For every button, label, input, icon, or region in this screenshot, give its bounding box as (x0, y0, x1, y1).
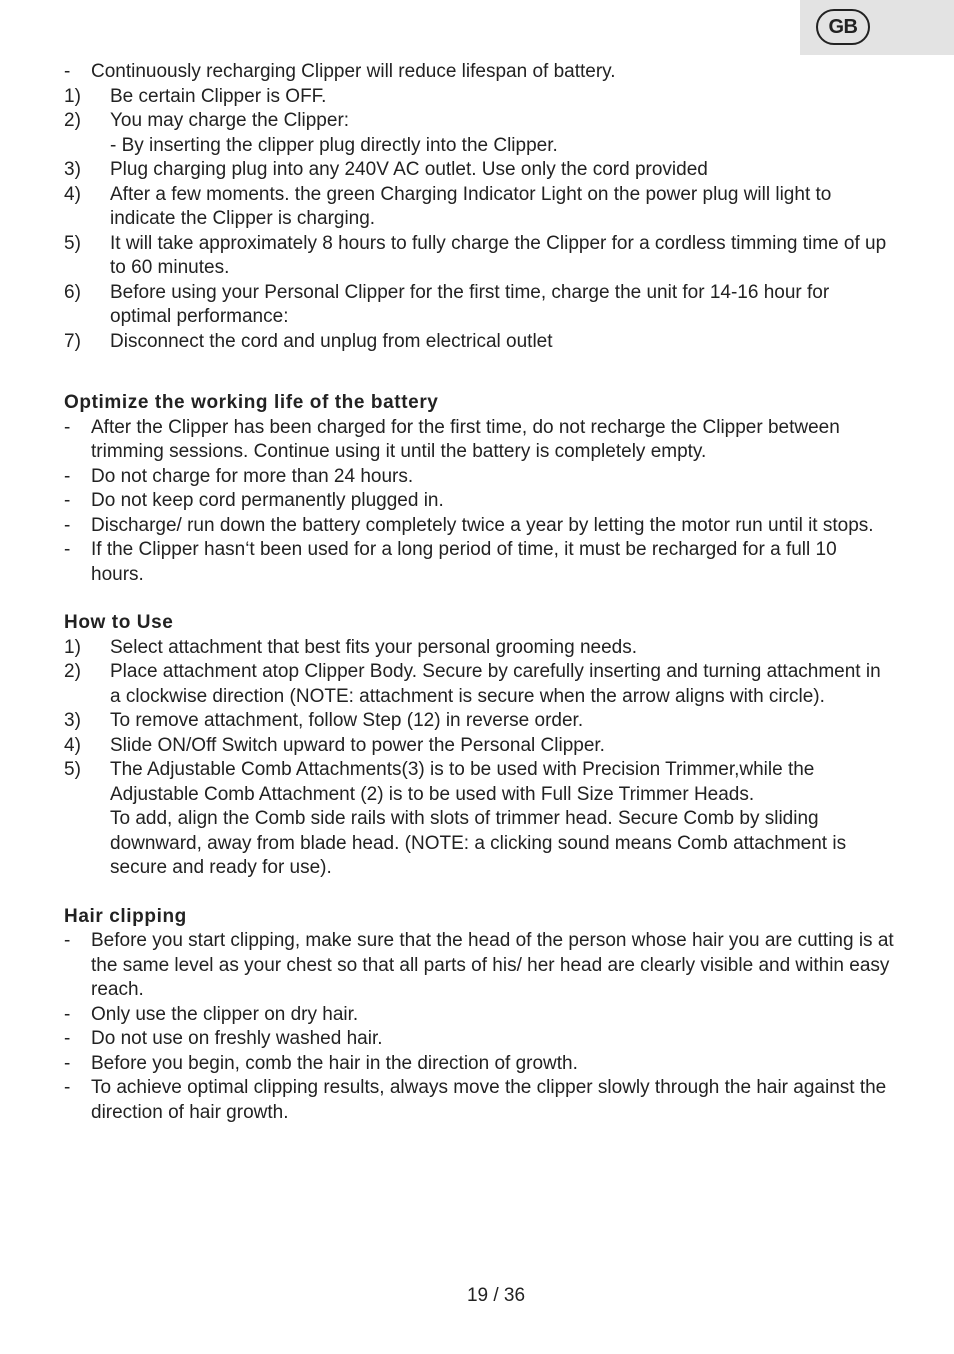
charging-list (64, 60, 894, 354)
step-number: 4) (64, 734, 81, 756)
list-item-text: Select attachment that best fits your personal grooming needs. (110, 636, 638, 658)
list-item-text: Do not charge for more than 24 hours. (91, 465, 414, 487)
dash-marker: - (64, 539, 71, 560)
step-number: 4) (64, 183, 81, 205)
list-item (64, 734, 894, 759)
hair-clipping-list (64, 929, 894, 1125)
spacer (64, 587, 894, 611)
language-badge: GB (816, 9, 870, 45)
list-item (64, 232, 894, 281)
list-item (64, 60, 894, 85)
list-item-subtext: To add, align the Comb side rails with slots of trimmer head. Secure Comb by sliding downward, away from blade head. (NOTE: a clicking sound means Comb attachment is secure and ready for use). (110, 808, 847, 878)
list-item (64, 109, 894, 158)
list-item-text: Plug charging plug into any 240V AC outlet. Use only the cord provided (110, 159, 708, 180)
list-item-text: After a few moments. the green Charging Indicator Light on the power plug will light to indicate the Clipper is charging. (110, 183, 832, 229)
step-number: 7) (64, 330, 81, 352)
list-item-text: After the Clipper has been charged for the first time, do not recharge the Clipper between trimming sessions. Continue using it until the battery is completely empty. (91, 416, 840, 462)
list-item-text: Be certain Clipper is OFF. (110, 85, 327, 107)
list-item-text: Disconnect the cord and unplug from electrical outlet (110, 330, 553, 352)
how-to-use-list (64, 636, 894, 881)
dash-marker: - (64, 465, 71, 487)
list-item-text: You may charge the Clipper: (110, 110, 350, 131)
list-item (64, 660, 894, 709)
list-item (64, 158, 894, 183)
list-item (64, 1076, 894, 1125)
list-item (64, 709, 894, 734)
step-number: 1) (64, 85, 81, 107)
section-title-how-to-use: How to Use (64, 612, 174, 633)
step-number: 5) (64, 759, 81, 780)
list-item-text: Only use the clipper on dry hair. (91, 1003, 359, 1025)
list-item-text: To remove attachment, follow Step (12) in reverse order. (110, 710, 584, 731)
list-item-text: Before you start clipping, make sure that the head of the person whose hair you are cutting is at the same level as your chest so that all parts of his/ her head are clearly visible and within easy reach. (91, 930, 894, 1000)
list-item (64, 465, 894, 490)
language-tab (800, 0, 954, 55)
spacer (64, 881, 894, 905)
step-number: 5) (64, 232, 81, 254)
list-item-text: Discharge/ run down the battery completely twice a year by letting the motor run until it stops. (91, 514, 874, 536)
list-item-text: It will take approximately 8 hours to fully charge the Clipper for a cordless timming time of up to 60 minutes. (110, 232, 887, 278)
list-item-text: The Adjustable Comb Attachments(3) is to be used with Precision Trimmer,while the Adjustable Comb Attachment (2) is to be used with Full Size Trimmer Heads. (110, 759, 815, 805)
step-number: 3) (64, 710, 81, 731)
dash-marker: - (64, 1077, 71, 1098)
dash-marker: - (64, 514, 71, 536)
list-item-text: Before you begin, comb the hair in the direction of growth. (91, 1052, 578, 1074)
section-title-hair-clipping: Hair clipping (64, 905, 187, 927)
list-item (64, 514, 894, 539)
list-item-text: To achieve optimal clipping results, always move the clipper slowly through the hair against the direction of hair growth. (91, 1077, 887, 1123)
list-item-text: Before using your Personal Clipper for the first time, charge the unit for 14-16 hour for optimal performance: (110, 281, 830, 327)
list-item (64, 85, 894, 110)
section-title-battery: Optimize the working life of the battery (64, 392, 439, 413)
step-number: 2) (64, 661, 81, 682)
list-item (64, 416, 894, 465)
list-item (64, 538, 894, 587)
step-number: 1) (64, 636, 81, 658)
list-item (64, 489, 894, 514)
dash-marker: - (64, 1003, 71, 1025)
dash-marker: - (64, 490, 71, 511)
dash-marker: - (64, 1028, 71, 1049)
list-item (64, 1052, 894, 1077)
list-item-subtext: - By inserting the clipper plug directly into the Clipper. (110, 134, 558, 156)
page-content (64, 60, 894, 1125)
list-item (64, 636, 894, 661)
dash-marker: - (64, 61, 71, 82)
list-item (64, 330, 894, 355)
list-item (64, 1003, 894, 1028)
list-item-body (110, 109, 894, 158)
list-item (64, 281, 894, 330)
step-number: 3) (64, 159, 81, 180)
list-item-text: If the Clipper hasn‘t been used for a long period of time, it must be recharged for a full 10 hours. (91, 539, 837, 585)
list-item-text: Slide ON/Off Switch upward to power the Personal Clipper. (110, 734, 605, 756)
step-number: 6) (64, 281, 81, 303)
dash-marker: - (64, 1052, 71, 1074)
list-item-text: Continuously recharging Clipper will reduce lifespan of battery. (91, 61, 616, 82)
dash-marker: - (64, 930, 71, 951)
list-item (64, 183, 894, 232)
step-number: 2) (64, 110, 81, 131)
battery-list (64, 416, 894, 588)
list-item-text: Place attachment atop Clipper Body. Secure by carefully inserting and turning attachment in a clockwise direction (NOTE: attachment is secure when the arrow aligns with circle). (110, 661, 881, 707)
list-item (64, 929, 894, 1003)
list-item-body (110, 758, 894, 881)
list-item (64, 758, 894, 881)
list-item (64, 1027, 894, 1052)
spacer (64, 354, 894, 391)
dash-marker: - (64, 416, 71, 438)
list-item-text: Do not keep cord permanently plugged in. (91, 490, 444, 511)
list-item-text: Do not use on freshly washed hair. (91, 1028, 383, 1049)
page-number: 19 / 36 (466, 1285, 526, 1306)
